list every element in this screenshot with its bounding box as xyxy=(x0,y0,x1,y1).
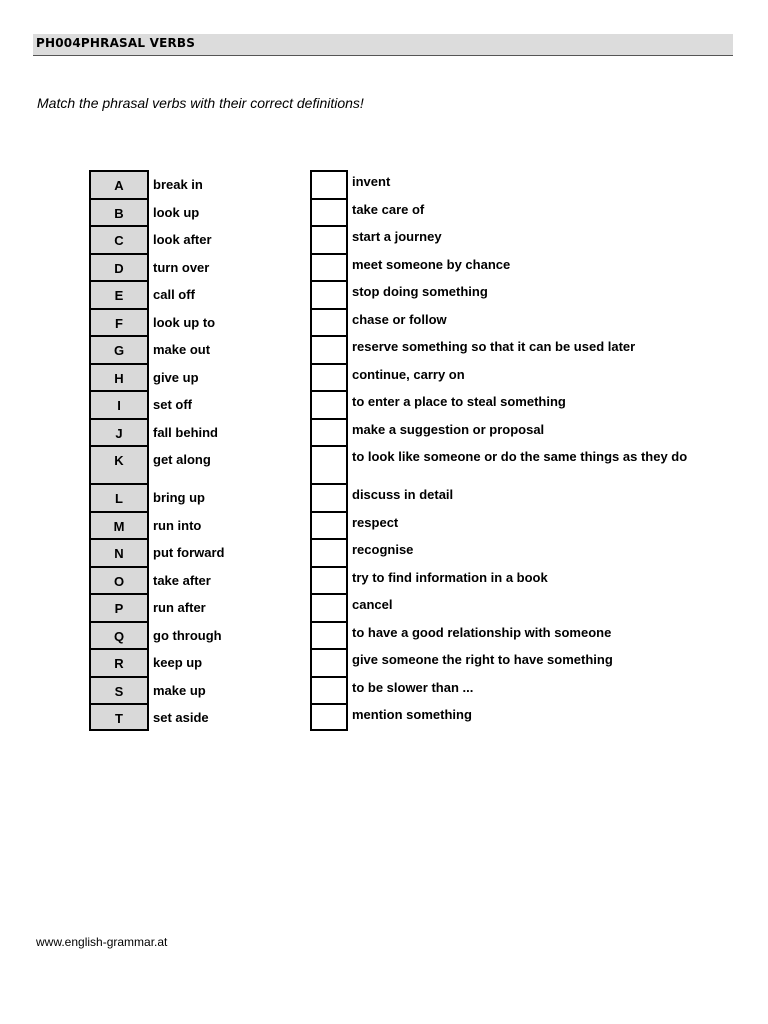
answer-box[interactable] xyxy=(310,538,348,566)
phrasal-verb: look up xyxy=(153,204,200,220)
phrasal-verb: look up to xyxy=(153,314,216,330)
definition: respect xyxy=(352,514,399,530)
phrasal-verb: take after xyxy=(153,572,211,588)
phrasal-verb: run after xyxy=(153,600,206,615)
phrasal-verb: turn over xyxy=(153,259,210,275)
definition: mention something xyxy=(352,707,472,722)
answer-box[interactable] xyxy=(310,703,348,731)
definition: to enter a place to steal something xyxy=(352,394,566,409)
definition: to look like someone or do the same things as they do xyxy=(352,449,688,464)
phrasal-verb: put forward xyxy=(153,545,225,560)
row-letter: M xyxy=(89,511,149,539)
matching-table xyxy=(89,170,709,731)
answer-box[interactable] xyxy=(310,621,348,649)
table-row xyxy=(89,621,709,649)
table-row xyxy=(89,198,709,226)
answer-box[interactable] xyxy=(310,280,348,308)
table-row xyxy=(89,280,709,308)
answer-box[interactable] xyxy=(310,676,348,704)
row-letter: Q xyxy=(89,621,149,649)
answer-box[interactable] xyxy=(310,225,348,253)
definition: cancel xyxy=(352,597,393,612)
answer-box[interactable] xyxy=(310,511,348,539)
answer-box[interactable] xyxy=(310,198,348,226)
footer-url: www.english-grammar.at xyxy=(36,935,168,949)
table-row xyxy=(89,308,709,336)
answer-box[interactable] xyxy=(310,445,348,483)
row-letter: H xyxy=(89,363,149,391)
phrasal-verb: look after xyxy=(153,232,212,247)
row-letter: O xyxy=(89,566,149,594)
row-letter: N xyxy=(89,538,149,566)
row-letter: E xyxy=(89,280,149,308)
table-row xyxy=(89,676,709,704)
phrasal-verb: make out xyxy=(153,342,211,357)
row-letter: J xyxy=(89,418,149,446)
answer-box[interactable] xyxy=(310,566,348,594)
table-row xyxy=(89,418,709,446)
table-row xyxy=(89,363,709,391)
definition: give someone the right to have something xyxy=(352,652,613,667)
answer-box[interactable] xyxy=(310,648,348,676)
answer-box[interactable] xyxy=(310,593,348,621)
answer-box[interactable] xyxy=(310,170,348,198)
table-row xyxy=(89,390,709,418)
definition: start a journey xyxy=(352,229,442,244)
answer-box[interactable] xyxy=(310,335,348,363)
phrasal-verb: bring up xyxy=(153,490,205,505)
table-row xyxy=(89,593,709,621)
row-letter: F xyxy=(89,308,149,336)
page-title: PH004PHRASAL VERBS xyxy=(36,36,196,50)
header-bar xyxy=(33,34,733,56)
row-letter: T xyxy=(89,703,149,731)
definition: make a suggestion or proposal xyxy=(352,421,545,437)
phrasal-verb: set off xyxy=(153,397,192,412)
definition: reserve something so that it can be used later xyxy=(352,339,636,354)
answer-box[interactable] xyxy=(310,253,348,281)
phrasal-verb: keep up xyxy=(153,655,203,670)
definition: continue, carry on xyxy=(352,366,465,382)
phrasal-verb: set aside xyxy=(153,710,209,725)
table-row xyxy=(89,335,709,363)
definition: meet someone by chance xyxy=(352,256,511,272)
table-row xyxy=(89,511,709,539)
instruction-text: Match the phrasal verbs with their correct definitions! xyxy=(37,95,364,111)
row-letter: B xyxy=(89,198,149,226)
row-letter: D xyxy=(89,253,149,281)
answer-box[interactable] xyxy=(310,390,348,418)
table-row xyxy=(89,648,709,676)
answer-box[interactable] xyxy=(310,483,348,511)
phrasal-verb: call off xyxy=(153,287,195,302)
definition: take care of xyxy=(352,201,425,217)
answer-box[interactable] xyxy=(310,418,348,446)
definition: to have a good relationship with someone xyxy=(352,624,612,640)
table-row xyxy=(89,225,709,253)
row-letter: K xyxy=(89,445,149,483)
table-row xyxy=(89,483,709,511)
definition: chase or follow xyxy=(352,311,447,327)
definition: stop doing something xyxy=(352,284,488,299)
definition: recognise xyxy=(352,542,414,557)
table-row xyxy=(89,170,709,198)
row-letter: S xyxy=(89,676,149,704)
table-row xyxy=(89,538,709,566)
phrasal-verb: break in xyxy=(153,177,203,192)
phrasal-verb: fall behind xyxy=(153,424,218,440)
answer-box[interactable] xyxy=(310,308,348,336)
phrasal-verb: make up xyxy=(153,682,206,698)
phrasal-verb: run into xyxy=(153,517,202,533)
definition: try to find information in a book xyxy=(352,569,548,585)
definition: invent xyxy=(352,174,391,189)
table-row xyxy=(89,703,709,731)
phrasal-verb: get along xyxy=(153,452,211,467)
phrasal-verb: go through xyxy=(153,627,222,643)
row-letter: C xyxy=(89,225,149,253)
row-letter: A xyxy=(89,170,149,198)
table-row xyxy=(89,253,709,281)
row-letter: R xyxy=(89,648,149,676)
row-letter: L xyxy=(89,483,149,511)
definition: to be slower than ... xyxy=(352,679,474,695)
definition: discuss in detail xyxy=(352,487,454,502)
table-row xyxy=(89,445,709,483)
row-letter: G xyxy=(89,335,149,363)
row-letter: I xyxy=(89,390,149,418)
answer-box[interactable] xyxy=(310,363,348,391)
phrasal-verb: give up xyxy=(153,369,199,385)
row-letter: P xyxy=(89,593,149,621)
table-row xyxy=(89,566,709,594)
